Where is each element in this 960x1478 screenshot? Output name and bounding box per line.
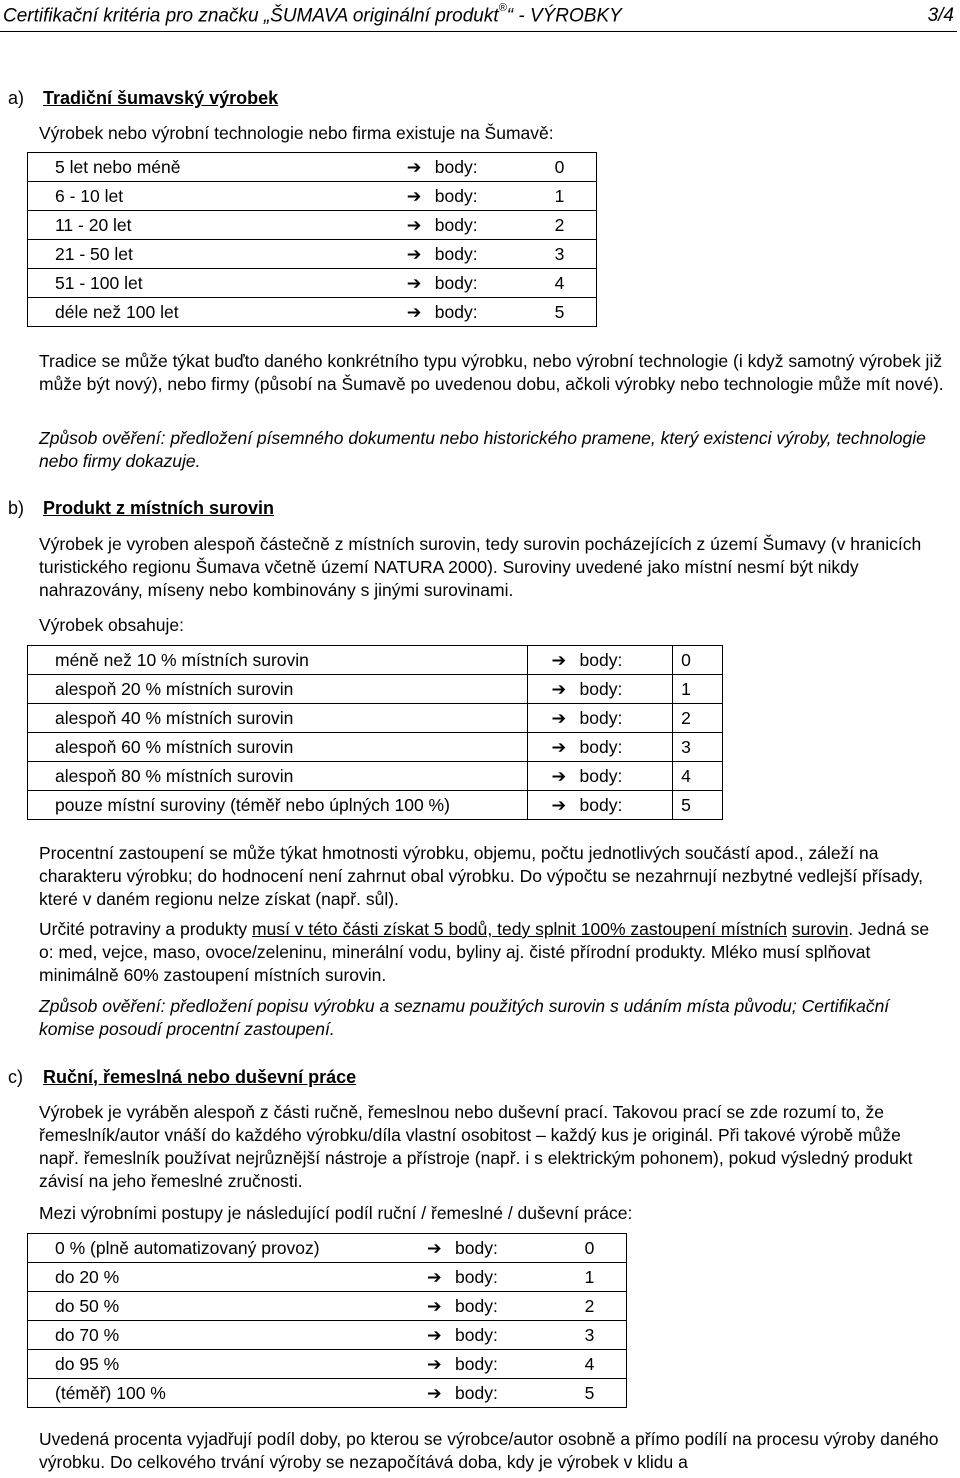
section-c-text: Výrobek je vyráběn alespoň z části ručně, řemeslnou nebo duševní prací. Takovou prací se zde rozumí to, že řemeslník/autor vnáší do každého výrobku/díla vlastní osobitost – každý kus je originál. Při takové výrobě může např. řemeslník používat nejrůznější nástroje a přístroje (např. i s elektrickým pohonem), pokud výsledný produkt závisí na jeho řemeslné zručnosti.	[39, 1102, 913, 1191]
points-row	[28, 791, 723, 820]
points-label-cell	[427, 1234, 577, 1263]
points-label: body:	[579, 765, 623, 786]
points-row	[28, 704, 723, 733]
arrow-icon: ➔	[551, 707, 567, 728]
points-table-b	[27, 645, 723, 820]
points-row	[28, 182, 597, 211]
criterion-label: 5 let nebo méně	[28, 153, 407, 182]
points-label: body:	[455, 1353, 498, 1374]
points-value: 5	[673, 791, 723, 820]
criterion-label: alespoň 60 % místních surovin	[28, 733, 528, 762]
points-label-cell	[527, 762, 673, 791]
arrow-icon: ➔	[406, 243, 422, 264]
section-b-text3: Určité potraviny a produkty musí v této části získat 5 bodů, tedy splnit 100% zastoupení místních surovin. Jedná se o: med, vejce, maso, ovoce/zeleninu, minerální vodu, byliny aj. čisté přírodní produkty. Mléko musí splňovat minimálně 60% zastoupení místních surovin.	[39, 919, 930, 985]
points-value: 3	[547, 240, 597, 269]
points-row	[28, 675, 723, 704]
points-label-cell	[527, 791, 673, 820]
points-label: body:	[455, 1324, 498, 1345]
criterion-label: méně než 10 % místních surovin	[28, 646, 528, 675]
criterion-label: do 70 %	[28, 1321, 428, 1350]
points-value: 2	[577, 1292, 627, 1321]
points-table-a-body	[28, 153, 597, 327]
section-c-text2: Uvedená procenta vyjadřují podíl doby, po kterou se výrobce/autor osobně a přímo podílí na procesu výroby daného výrobku. Do celkového trvání výroby se nezapočítává doba, kdy je výrobek v klidu a	[39, 1429, 939, 1472]
arrow-icon: ➔	[551, 765, 567, 786]
criterion-label: alespoň 40 % místních surovin	[28, 704, 528, 733]
points-row	[28, 153, 597, 182]
arrow-icon: ➔	[427, 1295, 442, 1316]
points-value: 5	[577, 1379, 627, 1408]
points-row	[28, 1350, 627, 1379]
criterion-label: 6 - 10 let	[28, 182, 407, 211]
arrow-icon: ➔	[427, 1266, 442, 1287]
page-number: 3/4	[927, 5, 954, 26]
criterion-label: do 50 %	[28, 1292, 428, 1321]
points-row	[28, 646, 723, 675]
points-value: 1	[673, 675, 723, 704]
points-value: 4	[673, 762, 723, 791]
section-c-letter: c)	[8, 1067, 23, 1087]
points-label: body:	[455, 1266, 498, 1287]
points-row	[28, 211, 597, 240]
arrow-icon: ➔	[551, 649, 567, 670]
criterion-label: 11 - 20 let	[28, 211, 407, 240]
section-b-title: Produkt z místních surovin	[43, 498, 275, 518]
section-c-intro: Mezi výrobními postupy je následující podíl ruční / řemeslné / duševní práce:	[39, 1203, 633, 1223]
criterion-label: do 20 %	[28, 1263, 428, 1292]
criterion-label: alespoň 80 % místních surovin	[28, 762, 528, 791]
points-label-cell	[427, 1263, 577, 1292]
points-row	[28, 1321, 627, 1350]
points-label: body:	[434, 214, 478, 235]
document-title: Certifikační kritéria pro značku „ŠUMAVA originální produkt®“ - VÝROBKY	[3, 2, 622, 27]
criterion-label: alespoň 20 % místních surovin	[28, 675, 528, 704]
points-label-cell	[407, 211, 547, 240]
section-a-intro: Výrobek nebo výrobní technologie nebo firma existuje na Šumavě:	[39, 123, 554, 143]
section-b-verification: Způsob ověření: předložení popisu výrobku a seznamu použitých surovin s udáním místa původu; Certifikační komise posoudí procentní zastoupení.	[39, 996, 890, 1039]
requirement-underlined: musí v této části získat 5 bodů, tedy splnit 100% zastoupení místních	[252, 919, 788, 939]
criterion-label: pouze místní suroviny (téměř nebo úplných 100 %)	[28, 791, 528, 820]
points-value: 3	[673, 733, 723, 762]
section-b-text: Výrobek je vyroben alespoň částečně z místních surovin, tedy surovin pocházejících z území Šumavy (v hranicích turistického regionu Šumava včetně území NATURA 2000). Suroviny uvedené jako místní nesmí být nikdy nahrazovány, míseny nebo kombinovány s jinými surovinami.	[39, 534, 922, 600]
points-value: 1	[577, 1263, 627, 1292]
arrow-icon: ➔	[406, 156, 422, 177]
arrow-icon: ➔	[427, 1353, 442, 1374]
arrow-icon: ➔	[406, 301, 422, 322]
points-value: 0	[577, 1234, 627, 1263]
points-row	[28, 1379, 627, 1408]
points-table-c	[27, 1233, 627, 1408]
points-row	[28, 733, 723, 762]
points-value: 5	[547, 298, 597, 327]
points-label: body:	[455, 1237, 498, 1258]
points-label-cell	[407, 269, 547, 298]
arrow-icon: ➔	[427, 1382, 442, 1403]
points-value: 3	[577, 1321, 627, 1350]
points-label-cell	[527, 646, 673, 675]
points-label: body:	[579, 736, 623, 757]
section-b-letter: b)	[8, 498, 25, 518]
criterion-label: 0 % (plně automatizovaný provoz)	[28, 1234, 428, 1263]
points-row	[28, 240, 597, 269]
points-row	[28, 298, 597, 327]
points-label-cell	[527, 675, 673, 704]
points-table-a	[27, 152, 597, 327]
points-label: body:	[455, 1295, 498, 1316]
section-a-text: Tradice se může týkat buďto daného konkrétního typu výrobku, nebo výrobní technologie (i když samotný výrobek již může být nový), nebo firmy (působí na Šumavě po uvedenou dobu, ačkoli výrobky nebo technologie může mít nové).	[39, 351, 944, 394]
criterion-label: (téměř) 100 %	[28, 1379, 428, 1408]
page-header	[0, 2, 957, 32]
points-table-b-body	[28, 646, 723, 820]
points-value: 0	[673, 646, 723, 675]
section-a-title: Tradiční šumavský výrobek	[43, 88, 279, 108]
criterion-label: do 95 %	[28, 1350, 428, 1379]
points-label-cell	[427, 1379, 577, 1408]
points-label: body:	[579, 649, 623, 670]
points-value: 2	[673, 704, 723, 733]
points-label: body:	[434, 156, 478, 177]
arrow-icon: ➔	[551, 794, 567, 815]
points-label: body:	[579, 678, 623, 699]
points-label: body:	[434, 301, 478, 322]
points-row	[28, 269, 597, 298]
points-value: 2	[547, 211, 597, 240]
points-value: 4	[577, 1350, 627, 1379]
section-b-contains: Výrobek obsahuje:	[39, 615, 184, 635]
points-table-c-body	[28, 1234, 627, 1408]
points-label-cell	[407, 182, 547, 211]
arrow-icon: ➔	[406, 185, 422, 206]
points-value: 4	[547, 269, 597, 298]
arrow-icon: ➔	[551, 678, 567, 699]
points-label-cell	[427, 1321, 577, 1350]
points-value: 1	[547, 182, 597, 211]
arrow-icon: ➔	[551, 736, 567, 757]
points-label: body:	[579, 794, 623, 815]
points-label: body:	[434, 243, 478, 264]
arrow-icon: ➔	[406, 214, 422, 235]
section-b-text2: Procentní zastoupení se může týkat hmotnosti výrobku, objemu, počtu jednotlivých součástí apod., záleží na charakteru výrobku; do hodnocení není zahrnut obal výrobku. Do výpočtu se nezahrnují nezbytné vedlejší přísady, které v daném regionu nelze získat (např. sůl).	[39, 843, 923, 909]
section-a-letter: a)	[8, 88, 25, 108]
points-label-cell	[407, 153, 547, 182]
points-label-cell	[407, 240, 547, 269]
points-label: body:	[579, 707, 623, 728]
criterion-label: 21 - 50 let	[28, 240, 407, 269]
points-label-cell	[527, 733, 673, 762]
section-a-verification: Způsob ověření: předložení písemného dokumentu nebo historického pramene, který existenci výroby, technologie nebo firmy dokazuje.	[39, 428, 926, 471]
points-row	[28, 1263, 627, 1292]
criterion-label: 51 - 100 let	[28, 269, 407, 298]
points-row	[28, 1234, 627, 1263]
points-label: body:	[455, 1382, 498, 1403]
points-row	[28, 762, 723, 791]
registered-mark: ®	[498, 2, 507, 14]
arrow-icon: ➔	[406, 272, 422, 293]
section-c-title: Ruční, řemeslná nebo duševní práce	[43, 1067, 357, 1087]
arrow-icon: ➔	[427, 1237, 442, 1258]
points-row	[28, 1292, 627, 1321]
points-label-cell	[527, 704, 673, 733]
points-value: 0	[547, 153, 597, 182]
points-label-cell	[427, 1292, 577, 1321]
points-label-cell	[427, 1350, 577, 1379]
arrow-icon: ➔	[427, 1324, 442, 1345]
criterion-label: déle než 100 let	[28, 298, 407, 327]
points-label: body:	[434, 185, 478, 206]
points-label: body:	[434, 272, 478, 293]
points-label-cell	[407, 298, 547, 327]
